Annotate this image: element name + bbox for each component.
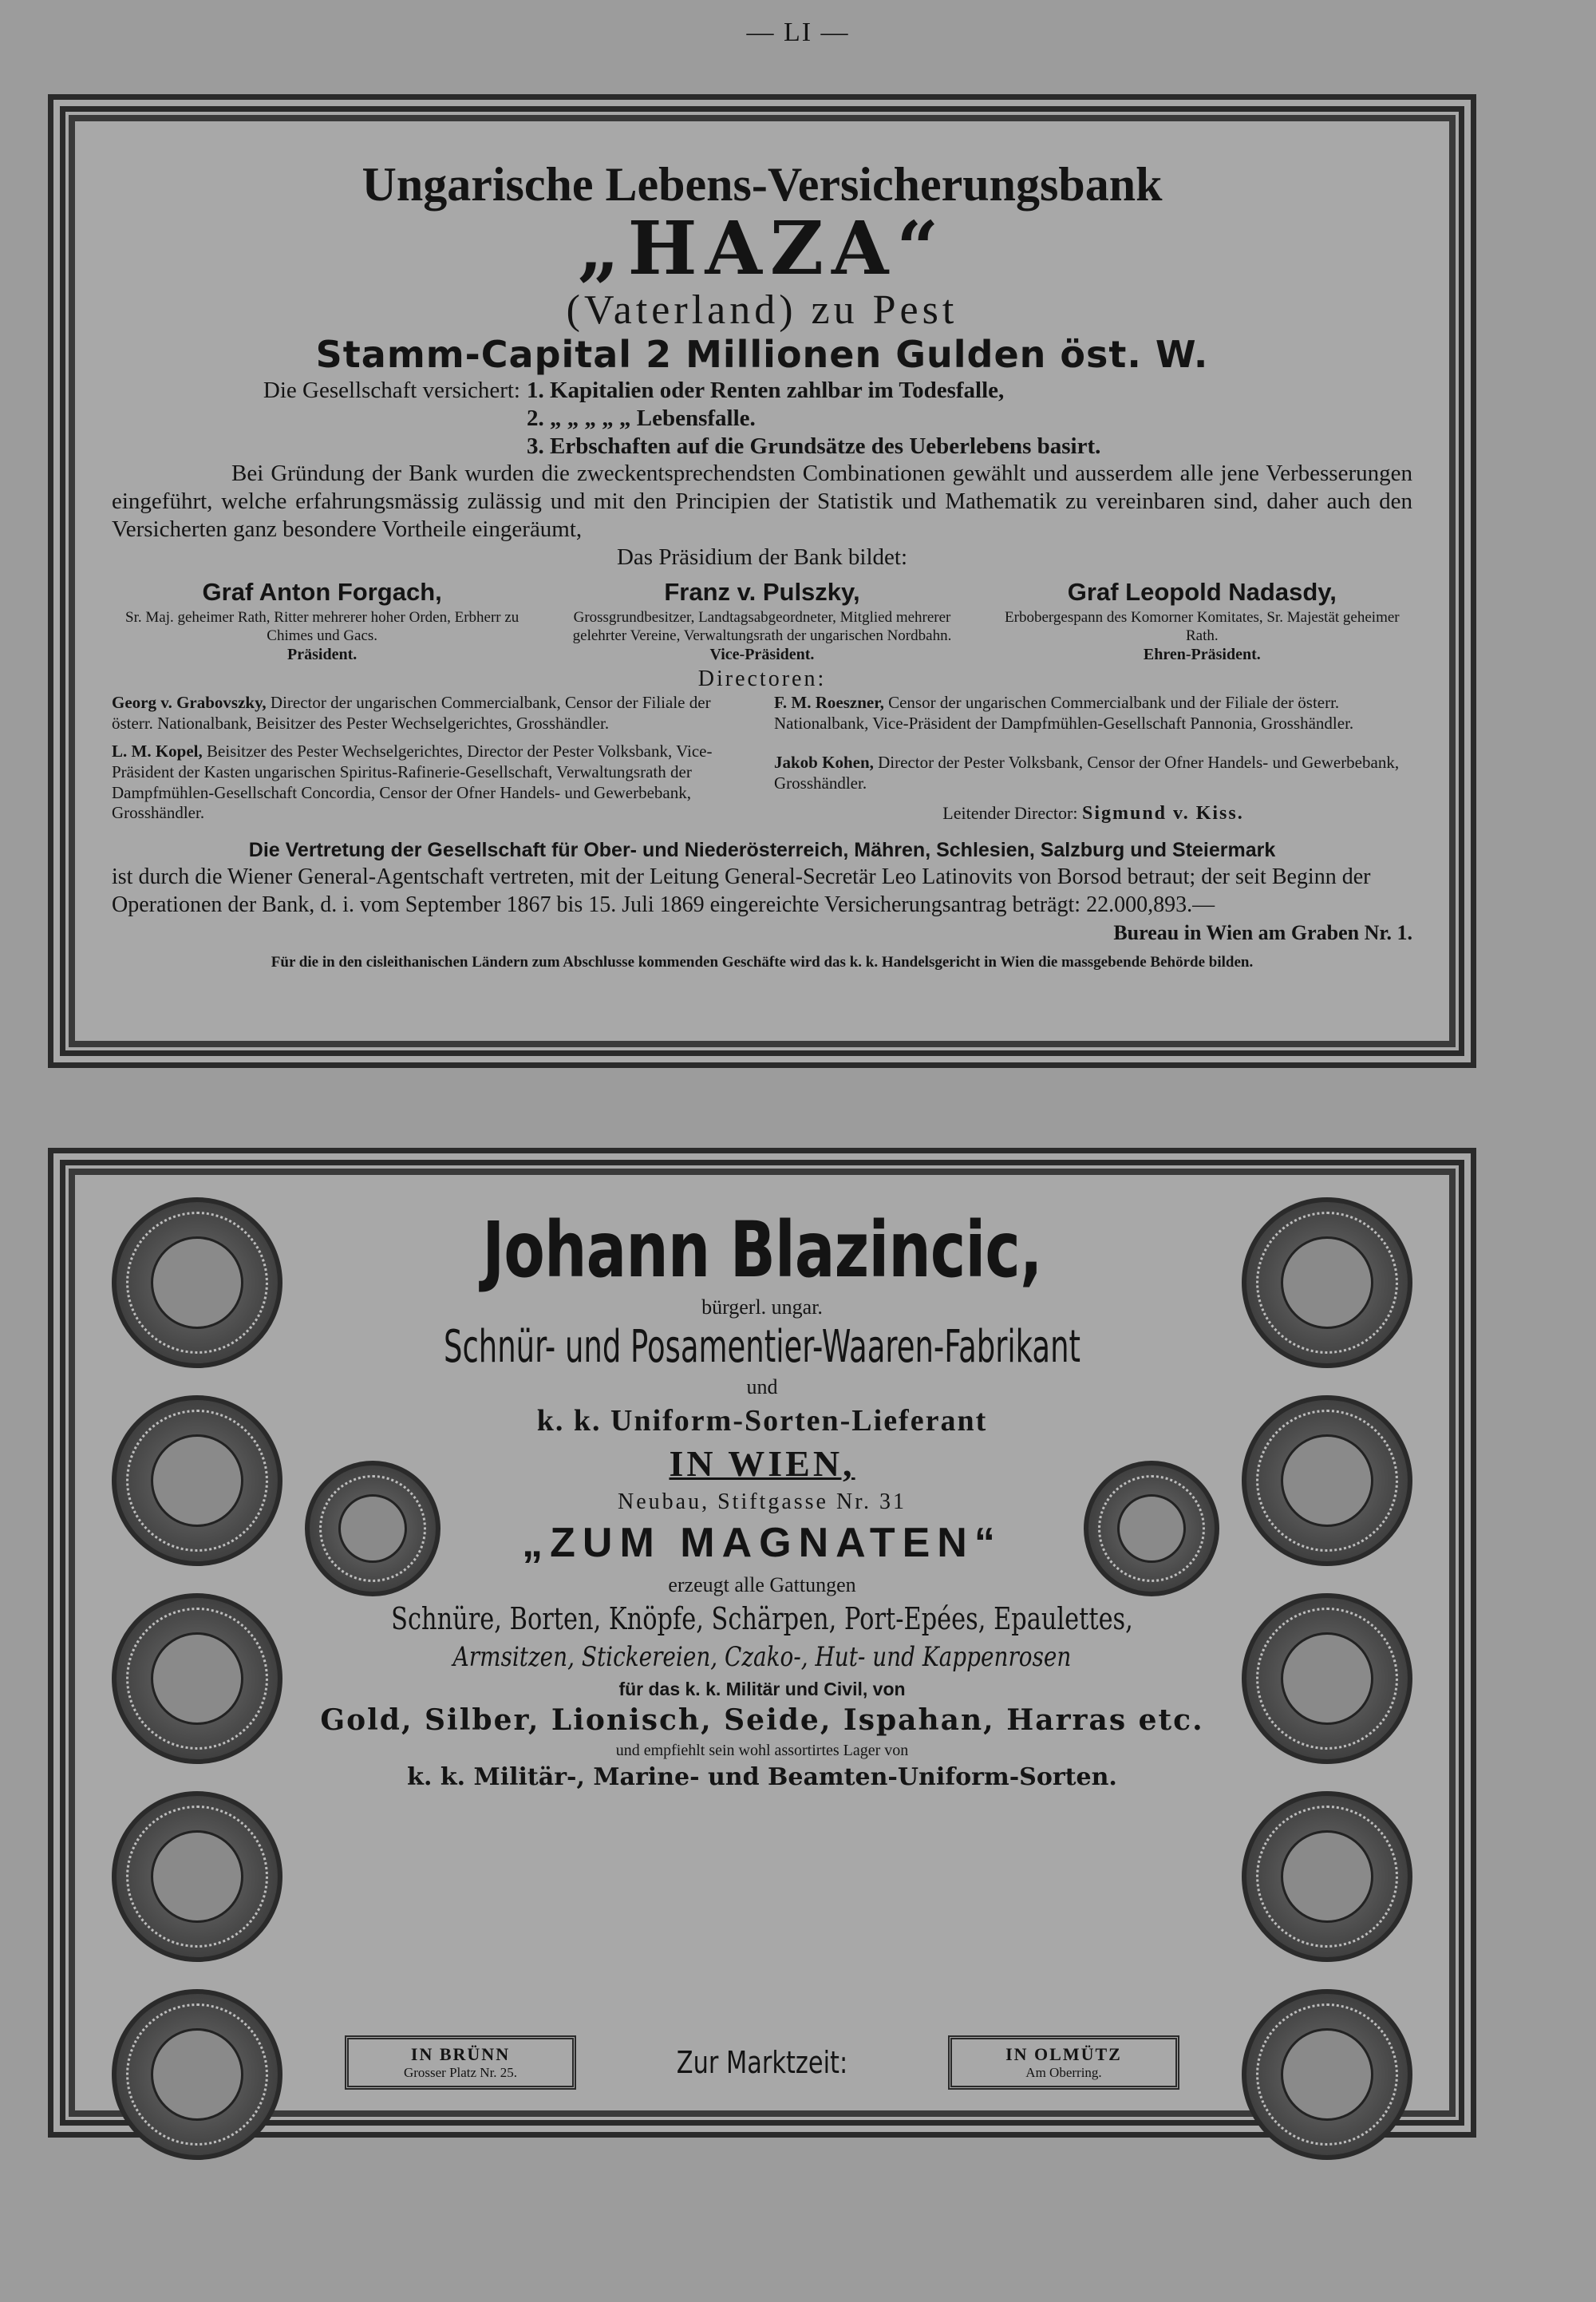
insurance-item: Die Gesellschaft versichert: 1. Kapitalien oder Renten zahlbar im Todesfalle, <box>263 377 1005 403</box>
uniform-line: k. k. Militär-, Marine- und Beamten-Uniform-Sorten. <box>407 1762 1117 1791</box>
conjunction: und <box>746 1375 778 1399</box>
bank-title: Ungarische Lebens-Versicherungsbank <box>361 158 1163 211</box>
director-entry: Georg v. Grabovszky, Director der ungarischen Commercialbank, Censor der Filiale der österr. Nationalbank, Beisitzer des Pester Wechselgerichtes, Grosshändler. <box>112 693 711 733</box>
company-text <box>297 1197 1227 1793</box>
medal-icon <box>112 1791 282 1962</box>
haza-advertisement <box>48 94 1476 1068</box>
bank-name: „HAZA“ <box>577 205 947 291</box>
company-city: IN WIEN, <box>669 1443 855 1485</box>
bank-capital: Stamm-Capital 2 Millionen Gulden öst. W. <box>315 332 1209 376</box>
medal-icon <box>1242 1791 1412 1962</box>
market-time-label: Zur Marktzeit: <box>676 2045 848 2080</box>
bank-subtitle: (Vaterland) zu Pest <box>566 287 958 333</box>
directors-heading: Directoren: <box>697 666 827 692</box>
owner-title: bürgerl. ungar. <box>701 1295 823 1319</box>
directors-left-column <box>112 693 750 832</box>
medal-icon <box>112 1197 282 1368</box>
branches <box>345 2035 1179 2090</box>
bureau-address: Bureau in Wien am Graben Nr. 1. <box>1113 921 1412 945</box>
leading-director: Leitender Director: Sigmund v. Kiss. <box>942 802 1244 824</box>
products-line-2: Armsitzen, Stickereien, Czako-, Hut- und Kappenrosen <box>452 1640 1072 1673</box>
page-number: — LI — <box>746 18 850 47</box>
directors <box>112 693 1412 832</box>
officer: Graf Anton Forgach, Sr. Maj. geheimer Rath, Ritter mehrerer hoher Orden, Erbherr zu Chimes und Gacs. Präsident. <box>125 577 519 664</box>
branch-bruenn: IN BRÜNN Grosser Platz Nr. 25. <box>345 2035 576 2090</box>
insurance-list <box>112 377 1412 460</box>
company-supplier: k. k. Uniform-Sorten-Lieferant <box>536 1403 988 1438</box>
insurance-item: 3. Erbschaften auf die Grundsätze des Ueberlebens basirt. <box>527 433 1101 459</box>
branch-olmuetz: IN OLMÜTZ Am Oberring. <box>948 2035 1179 2090</box>
medals-left <box>105 1197 289 2187</box>
director-entry: L. M. Kopel, Beisitzer des Pester Wechselgerichtes, Director der Pester Volksbank, Vice-Präsident der Kasten ungarischen Spiritus-Rafinerie-Gesellschaft, Verwaltungsrath der Dampfmühlen-Gesellschaft Concordia, Censor der Ofner Handels- und Gewerbebank, Grosshändler. <box>112 742 713 823</box>
officer: Franz v. Pulszky, Grossgrundbesitzer, Landtagsabgeordneter, Mitglied mehrerer gelehrter Vereine, Verwaltungsrath der ungarischen Nordbahn. Vice-Präsident. <box>572 577 952 664</box>
blazincic-advertisement <box>48 1148 1476 2138</box>
officers <box>112 576 1412 666</box>
stock-intro: und empfiehlt sein wohl assortirtes Lager von <box>615 1741 909 1759</box>
director-entry: Jakob Kohen, Director der Pester Volksbank, Censor der Ofner Handels- und Gewerbebank, Grosshändler. <box>774 753 1400 793</box>
medal-icon <box>112 1989 282 2160</box>
company-house-name: „ZUM MAGNATEN“ <box>522 1520 1002 1567</box>
insurance-item: 2. „ „ „ „ „ Lebensfalle. <box>527 405 756 431</box>
jurisdiction-footnote: Für die in den cisleithanischen Ländern zum Abschlusse kommenden Geschäfte wird das k. k. Handelsgericht in Wien die massgebende Behörde bilden. <box>271 954 1254 971</box>
products-customers: für das k. k. Militär und Civil, von <box>618 1678 906 1699</box>
director-entry: F. M. Roeszner, Censor der ungarischen Commercialbank und der Filiale der österr. Nationalbank, Vice-Präsident der Dampfmühlen-Gesellschaft Pannonia, Grosshändler. <box>774 693 1354 733</box>
medal-icon <box>112 1395 282 1566</box>
products-line-1: Schnüre, Borten, Knöpfe, Schärpen, Port-Epées, Epaulettes, <box>391 1601 1133 1637</box>
products-materials: Gold, Silber, Lionisch, Seide, Ispahan, Harras etc. <box>320 1703 1204 1737</box>
company-address: Neubau, Stiftgasse Nr. 31 <box>618 1489 907 1515</box>
medals-right <box>1235 1197 1419 2187</box>
company-trade: Schnür- und Posamentier-Waaren-Fabrikant <box>444 1320 1080 1373</box>
bank-description: Bei Gründung der Bank wurden die zweckentsprechendsten Combinationen gewählt und ausserdem alle jene Verbesserungen eingeführt, welche erfahrungsmässig zulässig und mit den Principien der Statistik und Mathematik zu vereinbaren sind, daher auch den Versicherten ganz besondere Vortheile eingeräumt, <box>112 461 1412 542</box>
company-owner: Johann Blazincic, <box>482 1205 1042 1295</box>
directors-right-column <box>774 693 1412 832</box>
representation-notice: Die Vertretung der Gesellschaft für Ober- und Niederösterreich, Mähren, Schlesien, Salzburg und Steiermark ist durch die Wiener General-Agentschaft vertreten, mit der Leitung General-Secretär Leo Latinovits von Borsod betraut; der seit Beginn der Operationen der Bank, d. i. vom September 1867 bis 15. Juli 1869 eingereichte Versicherungsantrag beträgt: 22.000,893.— <box>112 838 1371 918</box>
medal-icon <box>1242 1197 1412 1368</box>
medal-icon <box>1242 1989 1412 2160</box>
presidium-heading: Das Präsidium der Bank bildet: <box>616 544 908 570</box>
medal-icon <box>1242 1395 1412 1566</box>
officer: Graf Leopold Nadasdy, Erbobergespann des Komorner Komitates, Sr. Majestät geheimer Rath. Ehren-Präsident. <box>1005 577 1400 664</box>
products-intro: erzeugt alle Gattungen <box>668 1573 856 1597</box>
